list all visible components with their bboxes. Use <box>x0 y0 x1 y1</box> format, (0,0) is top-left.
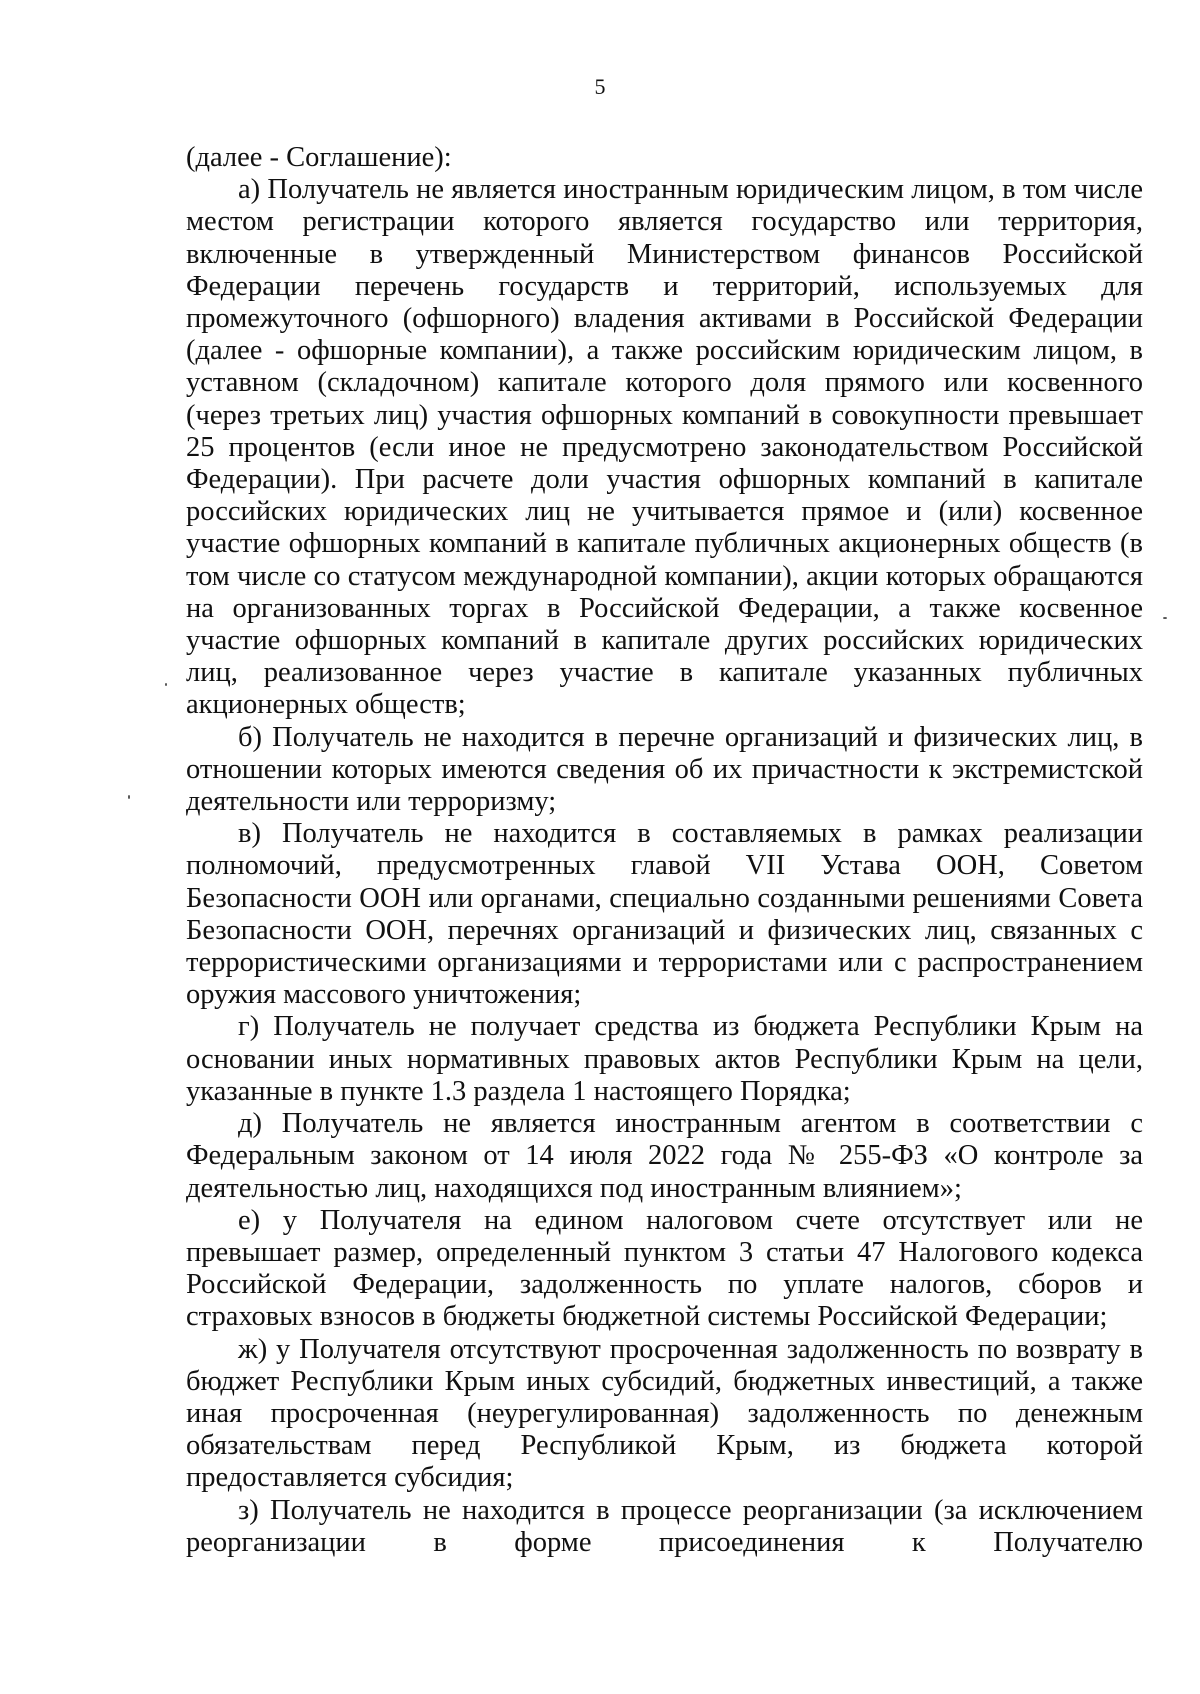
document-body <box>186 142 1143 1559</box>
scan-speck <box>128 795 130 799</box>
paragraph-item-d: д) Получатель не является иностранным агентом в соответствии с Федеральным законом от 14 июля 2022 года № 255-ФЗ «О контроле за деятельностью лиц, находящихся под иностранным влиянием»; <box>186 1108 1143 1204</box>
page-number: 5 <box>594 74 606 99</box>
scan-speck <box>1163 617 1167 619</box>
scan-speck <box>165 683 167 686</box>
paragraph-item-zh: ж) у Получателя отсутствуют просроченная задолженность по возврату в бюджет Республики Крым иных субсидий, бюджетных инвестиций, а также иная просроченная (неурегулированная) задолженность по денежным обязательствам перед Республикой Крым, из бюджета которой предоставляется субсидия; <box>186 1333 1143 1494</box>
paragraph-item-z: з) Получатель не находится в процессе реорганизации (за исключением реорганизации в форме присоединения к Получателю <box>186 1494 1143 1558</box>
paragraph-item-e: е) у Получателя на едином налоговом счете отсутствует или не превышает размер, определенный пунктом 3 статьи 47 Налогового кодекса Российской Федерации, задолженность по уплате налогов, сборов и страховых взносов в бюджеты бюджетной системы Российской Федерации; <box>186 1204 1143 1333</box>
paragraph-item-b: б) Получатель не находится в перечне организаций и физических лиц, в отношении которых имеются сведения об их причастности к экстремистской деятельности или терроризму; <box>186 721 1143 818</box>
paragraph-item-v: в) Получатель не находится в составляемых в рамках реализации полномочий, предусмотренных главой VII Устава ООН, Советом Безопасности ООН или органами, специально созданными решениями Совета Безопасности ООН, перечнях организаций и физических лиц, связанных с террористическими организациями и террористами или с распространением оружия массового уничтожения; <box>186 818 1143 1011</box>
paragraph-item-g: г) Получатель не получает средства из бюджета Республики Крым на основании иных нормативных правовых актов Республики Крым на цели, указанные в пункте 1.3 раздела 1 настоящего Порядка; <box>186 1011 1143 1107</box>
paragraph-intro: (далее - Соглашение): <box>186 142 452 173</box>
paragraph-item-a: а) Получатель не является иностранным юридическим лицом, в том числе местом регистрации которого является государство или территория, включенные в утвержденный Министерством финансов Российской Федерации перечень государств и территорий, используемых для промежуточного (офшорного) владения активами в Российской Федерации (далее - офшорные компании), а также российским юридическим лицом, в уставном (складочном) капитале которого доля прямого или косвенного (через третьих лиц) участия офшорных компаний в совокупности превышает 25 процентов (если иное не предусмотрено законодательством Российской Федерации). При расчете доли участия офшорных компаний в капитале российских юридических лиц не учитывается прямое и (или) косвенное участие офшорных компаний в капитале публичных акционерных обществ (в том числе со статусом международной компании), акции которых обращаются на организованных торгах в Российской Федерации, а также косвенное участие офшорных компаний в капитале других российских юридических лиц, реализованное через участие в капитале указанных публичных акционерных обществ; <box>186 174 1143 721</box>
